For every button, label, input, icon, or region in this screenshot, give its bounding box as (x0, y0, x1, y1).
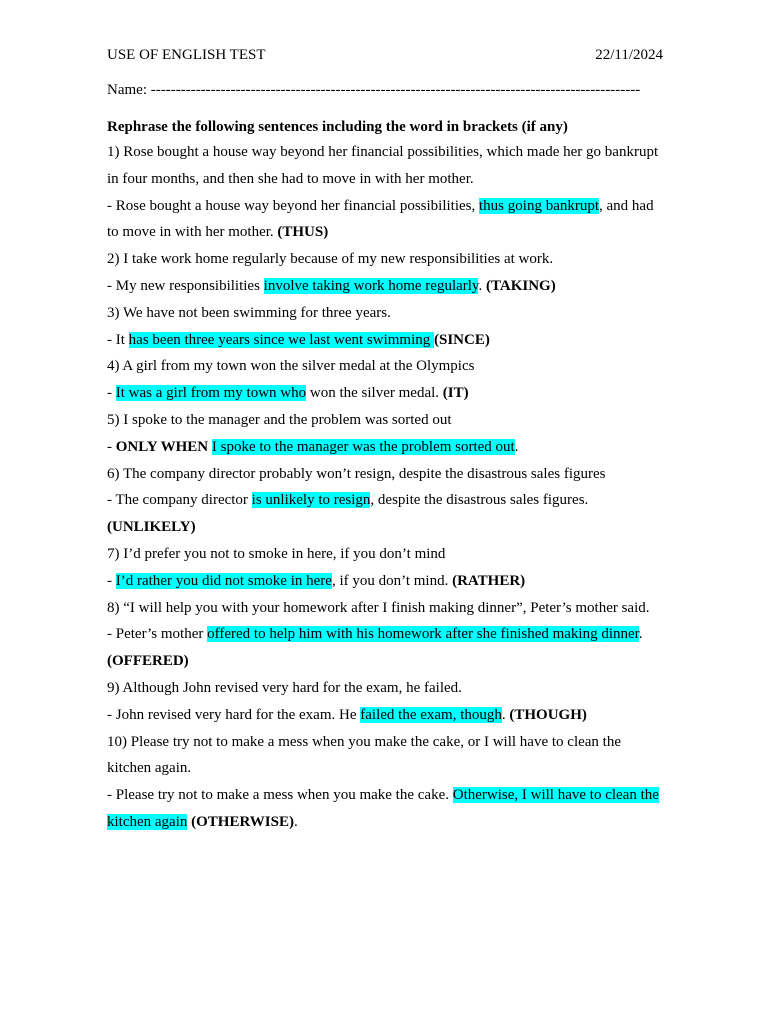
exercise-list (107, 139, 663, 836)
highlighted-answer: I’d rather you did not smoke in here (115, 572, 332, 589)
sentence-text: . (638, 626, 643, 643)
keyword-bracket: (OFFERED) (107, 653, 189, 670)
sentence-text: . (501, 706, 510, 723)
keyword-bracket: (SINCE) (434, 331, 490, 348)
highlighted-answer: has been three years since we last went swimming (128, 331, 434, 348)
sentence-text: - Peter’s mother (107, 626, 208, 643)
highlighted-answer: failed the exam, though (360, 706, 502, 723)
original-sentence: 1) Rose bought a house way beyond her financial possibilities, which made her go bankrupt in four months, and then she had to move in with her mother. (107, 144, 659, 187)
name-line (107, 79, 663, 101)
sentence-text: - Rose bought a house way beyond her financial possibilities, (107, 197, 480, 214)
original-sentence: 5) I spoke to the manager and the problem was sorted out (107, 411, 452, 428)
original-sentence: 8) “I will help you with your homework after I finish making dinner”, Peter’s mother said. (107, 599, 650, 616)
test-date: 22/11/2024 (595, 47, 663, 63)
rephrased-sentence (107, 380, 663, 407)
document-header (107, 44, 663, 66)
highlighted-answer: thus going bankrupt (479, 197, 600, 214)
name-blank: -------------------------------------------------------------------------------------------------- (150, 82, 641, 98)
sentence-text: . (293, 813, 298, 830)
sentence-text: - (107, 572, 116, 589)
rephrased-sentence (107, 782, 663, 836)
sentence-text: won the silver medal. (306, 385, 443, 402)
sentence-text: - It (107, 331, 129, 348)
original-sentence: 10) Please try not to make a mess when you make the cake, or I will have to clean the kitchen again. (107, 733, 621, 777)
highlighted-answer: I spoke to the manager was the problem sorted out (211, 438, 515, 455)
instructions: Rephrase the following sentences including the word in brackets (if any) (107, 119, 568, 135)
original-sentence: 3) We have not been swimming for three years. (107, 304, 391, 321)
rephrased-sentence (107, 434, 663, 461)
keyword-bracket: (UNLIKELY) (107, 519, 196, 536)
sentence-text: - (107, 438, 116, 455)
rephrased-sentence (107, 568, 663, 595)
sentence-text: - The company director (107, 492, 252, 509)
sentence-text: - John revised very hard for the exam. He (107, 706, 361, 723)
highlighted-answer: offered to help him with his homework after she finished making dinner (207, 626, 639, 643)
original-sentence: 2) I take work home regularly because of my new responsibilities at work. (107, 251, 554, 268)
sentence-text: , and had to move in with her mother. (107, 197, 654, 241)
sentence-text: - My new responsibilities (107, 277, 264, 294)
highlighted-answer: is unlikely to resign (251, 492, 371, 509)
highlighted-answer: Otherwise, I will have to clean the kitchen again (107, 787, 659, 830)
sentence-text: , if you don’t mind. (331, 572, 453, 589)
document-page (107, 44, 663, 836)
rephrased-sentence (107, 273, 663, 300)
keyword-bracket: (THUS) (277, 224, 329, 241)
keyword-bracket: (THOUGH) (509, 706, 587, 723)
sentence-text: - (107, 385, 116, 402)
rephrased-sentence (107, 327, 663, 354)
rephrased-sentence (107, 702, 663, 729)
original-sentence: 4) A girl from my town won the silver medal at the Olympics (107, 358, 475, 375)
rephrased-sentence (107, 193, 663, 247)
highlighted-answer: involve taking work home regularly (263, 277, 479, 294)
keyword-bracket: (TAKING) (485, 277, 556, 294)
sentence-text: , despite the disastrous sales figures. (370, 492, 589, 509)
highlighted-answer: It was a girl from my town who (115, 385, 307, 402)
sentence-text: . (514, 438, 519, 455)
keyword-bracket: (RATHER) (452, 572, 526, 589)
rephrased-sentence (107, 487, 663, 541)
keyword-bracket: (IT) (442, 385, 469, 402)
keyword-bracket: ONLY WHEN (115, 438, 212, 455)
rephrased-sentence (107, 621, 663, 675)
keyword-bracket: (OTHERWISE) (191, 813, 294, 830)
sentence-text: - Please try not to make a mess when you make the cake. (107, 787, 453, 804)
original-sentence: 7) I’d prefer you not to smoke in here, if you don’t mind (107, 545, 446, 562)
original-sentence: 6) The company director probably won’t resign, despite the disastrous sales figures (107, 465, 606, 482)
test-title: USE OF ENGLISH TEST (107, 47, 266, 63)
sentence-text: . (478, 277, 486, 294)
name-label: Name: (107, 82, 147, 98)
original-sentence: 9) Although John revised very hard for the exam, he failed. (107, 679, 462, 696)
